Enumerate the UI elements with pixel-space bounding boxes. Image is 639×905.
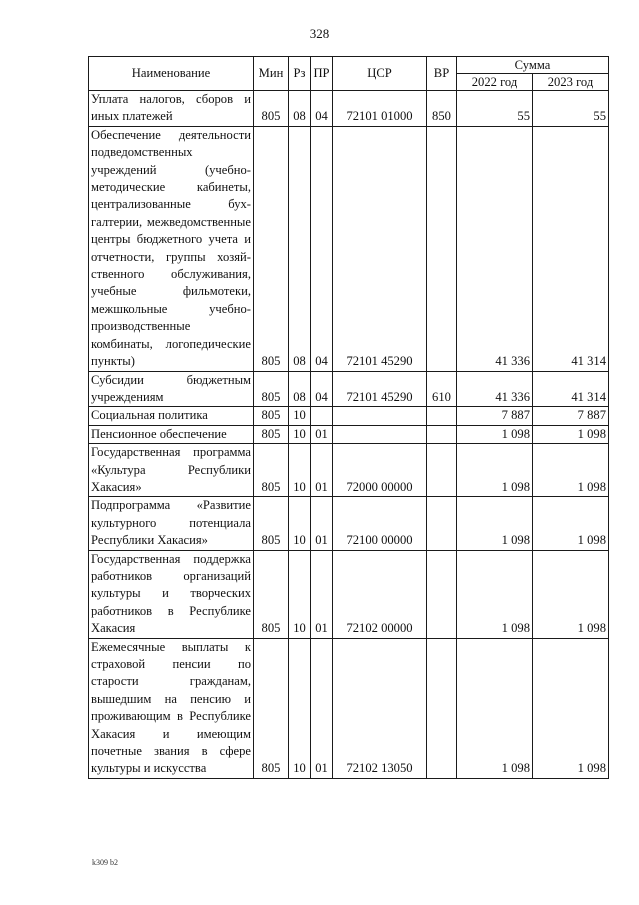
row-pr: 01 (311, 444, 333, 497)
page-number: 328 (309, 26, 330, 41)
row-name: Социальная политика (89, 407, 254, 425)
row-sum-2023: 55 (533, 91, 609, 127)
row-sum-2022: 41 336 (457, 371, 533, 407)
row-pr: 01 (311, 638, 333, 778)
row-name: Уплата налогов, сборов и иных платежей (89, 91, 254, 127)
row-sum-2022: 55 (457, 91, 533, 127)
row-rz: 10 (289, 550, 311, 638)
header-vr: ВР (427, 57, 457, 91)
table-row (89, 126, 609, 371)
row-vr: 850 (427, 91, 457, 127)
row-pr: 01 (311, 550, 333, 638)
row-min: 805 (254, 425, 289, 443)
row-rz: 10 (289, 638, 311, 778)
row-rz: 10 (289, 425, 311, 443)
header-name: Наименование (89, 57, 254, 91)
budget-table (88, 56, 609, 779)
row-sum-2023: 41 314 (533, 371, 609, 407)
row-vr (427, 444, 457, 497)
row-sum-2023: 1 098 (533, 497, 609, 550)
row-name: Государственная поддержка работников организаций культуры и творческих работников в Республике Хакасия (89, 550, 254, 638)
row-sum-2022: 1 098 (457, 425, 533, 443)
header-sum: Сумма (457, 57, 609, 74)
row-name: Пенсионное обеспечение (89, 425, 254, 443)
header-csr: ЦСР (333, 57, 427, 91)
row-rz: 08 (289, 91, 311, 127)
row-csr (333, 425, 427, 443)
row-vr (427, 126, 457, 371)
row-csr: 72101 45290 (333, 371, 427, 407)
row-name: Государственная программа «Культура Республики Хакасия» (89, 444, 254, 497)
row-csr: 72000 00000 (333, 444, 427, 497)
table-row (89, 638, 609, 778)
table-row (89, 444, 609, 497)
row-csr: 72100 00000 (333, 497, 427, 550)
row-rz: 08 (289, 371, 311, 407)
row-vr (427, 497, 457, 550)
header-min: Мин (254, 57, 289, 91)
row-name: Подпрограмма «Развитие культурного потенциала Республики Хакасия» (89, 497, 254, 550)
row-pr: 01 (311, 425, 333, 443)
row-sum-2023: 1 098 (533, 425, 609, 443)
row-sum-2023: 1 098 (533, 444, 609, 497)
row-vr: 610 (427, 371, 457, 407)
header-pr: ПР (311, 57, 333, 91)
row-csr: 72102 00000 (333, 550, 427, 638)
row-name: Ежемесячные выплаты к страховой пенсии по старости гражданам, вышедшим на пенсию и проживающим в Республике Хакасия и имеющим почетные звания в сфере культуры и искусства (89, 638, 254, 778)
header-year-2022: 2022 год (457, 74, 533, 91)
row-csr: 72101 45290 (333, 126, 427, 371)
row-csr: 72101 01000 (333, 91, 427, 127)
table-header (89, 57, 609, 91)
row-sum-2023: 1 098 (533, 638, 609, 778)
table-row (89, 425, 609, 443)
row-vr (427, 407, 457, 425)
row-min: 805 (254, 126, 289, 371)
row-min: 805 (254, 91, 289, 127)
row-sum-2022: 1 098 (457, 444, 533, 497)
row-vr (427, 550, 457, 638)
row-csr: 72102 13050 (333, 638, 427, 778)
row-sum-2022: 7 887 (457, 407, 533, 425)
row-min: 805 (254, 497, 289, 550)
row-sum-2022: 41 336 (457, 126, 533, 371)
row-pr (311, 407, 333, 425)
row-name: Обеспечение деятельности подведомственных учреждений (учебно-методические кабинеты, централизованные бухгалтерии, межведомственные центры бюджетного учета и отчетности, группы хозяйственного обслуживания, учебные фильмотеки, межшкольные учебно-производственные комбинаты, логопедические пункты) (89, 126, 254, 371)
row-sum-2022: 1 098 (457, 550, 533, 638)
header-year-2023: 2023 год (533, 74, 609, 91)
row-sum-2023: 1 098 (533, 550, 609, 638)
row-vr (427, 425, 457, 443)
row-sum-2022: 1 098 (457, 638, 533, 778)
table-row (89, 91, 609, 127)
table-row (89, 497, 609, 550)
row-csr (333, 407, 427, 425)
row-min: 805 (254, 407, 289, 425)
row-sum-2023: 41 314 (533, 126, 609, 371)
row-rz: 10 (289, 407, 311, 425)
table-row (89, 550, 609, 638)
row-rz: 10 (289, 497, 311, 550)
footer-code: k309 b2 (92, 858, 118, 867)
row-min: 805 (254, 638, 289, 778)
header-rz: Рз (289, 57, 311, 91)
row-pr: 01 (311, 497, 333, 550)
row-min: 805 (254, 371, 289, 407)
row-sum-2023: 7 887 (533, 407, 609, 425)
row-min: 805 (254, 550, 289, 638)
row-rz: 08 (289, 126, 311, 371)
row-name: Субсидии бюджетным учреждениям (89, 371, 254, 407)
row-rz: 10 (289, 444, 311, 497)
table-row (89, 407, 609, 425)
table-row (89, 371, 609, 407)
row-pr: 04 (311, 91, 333, 127)
row-min: 805 (254, 444, 289, 497)
row-pr: 04 (311, 371, 333, 407)
row-vr (427, 638, 457, 778)
row-sum-2022: 1 098 (457, 497, 533, 550)
row-pr: 04 (311, 126, 333, 371)
